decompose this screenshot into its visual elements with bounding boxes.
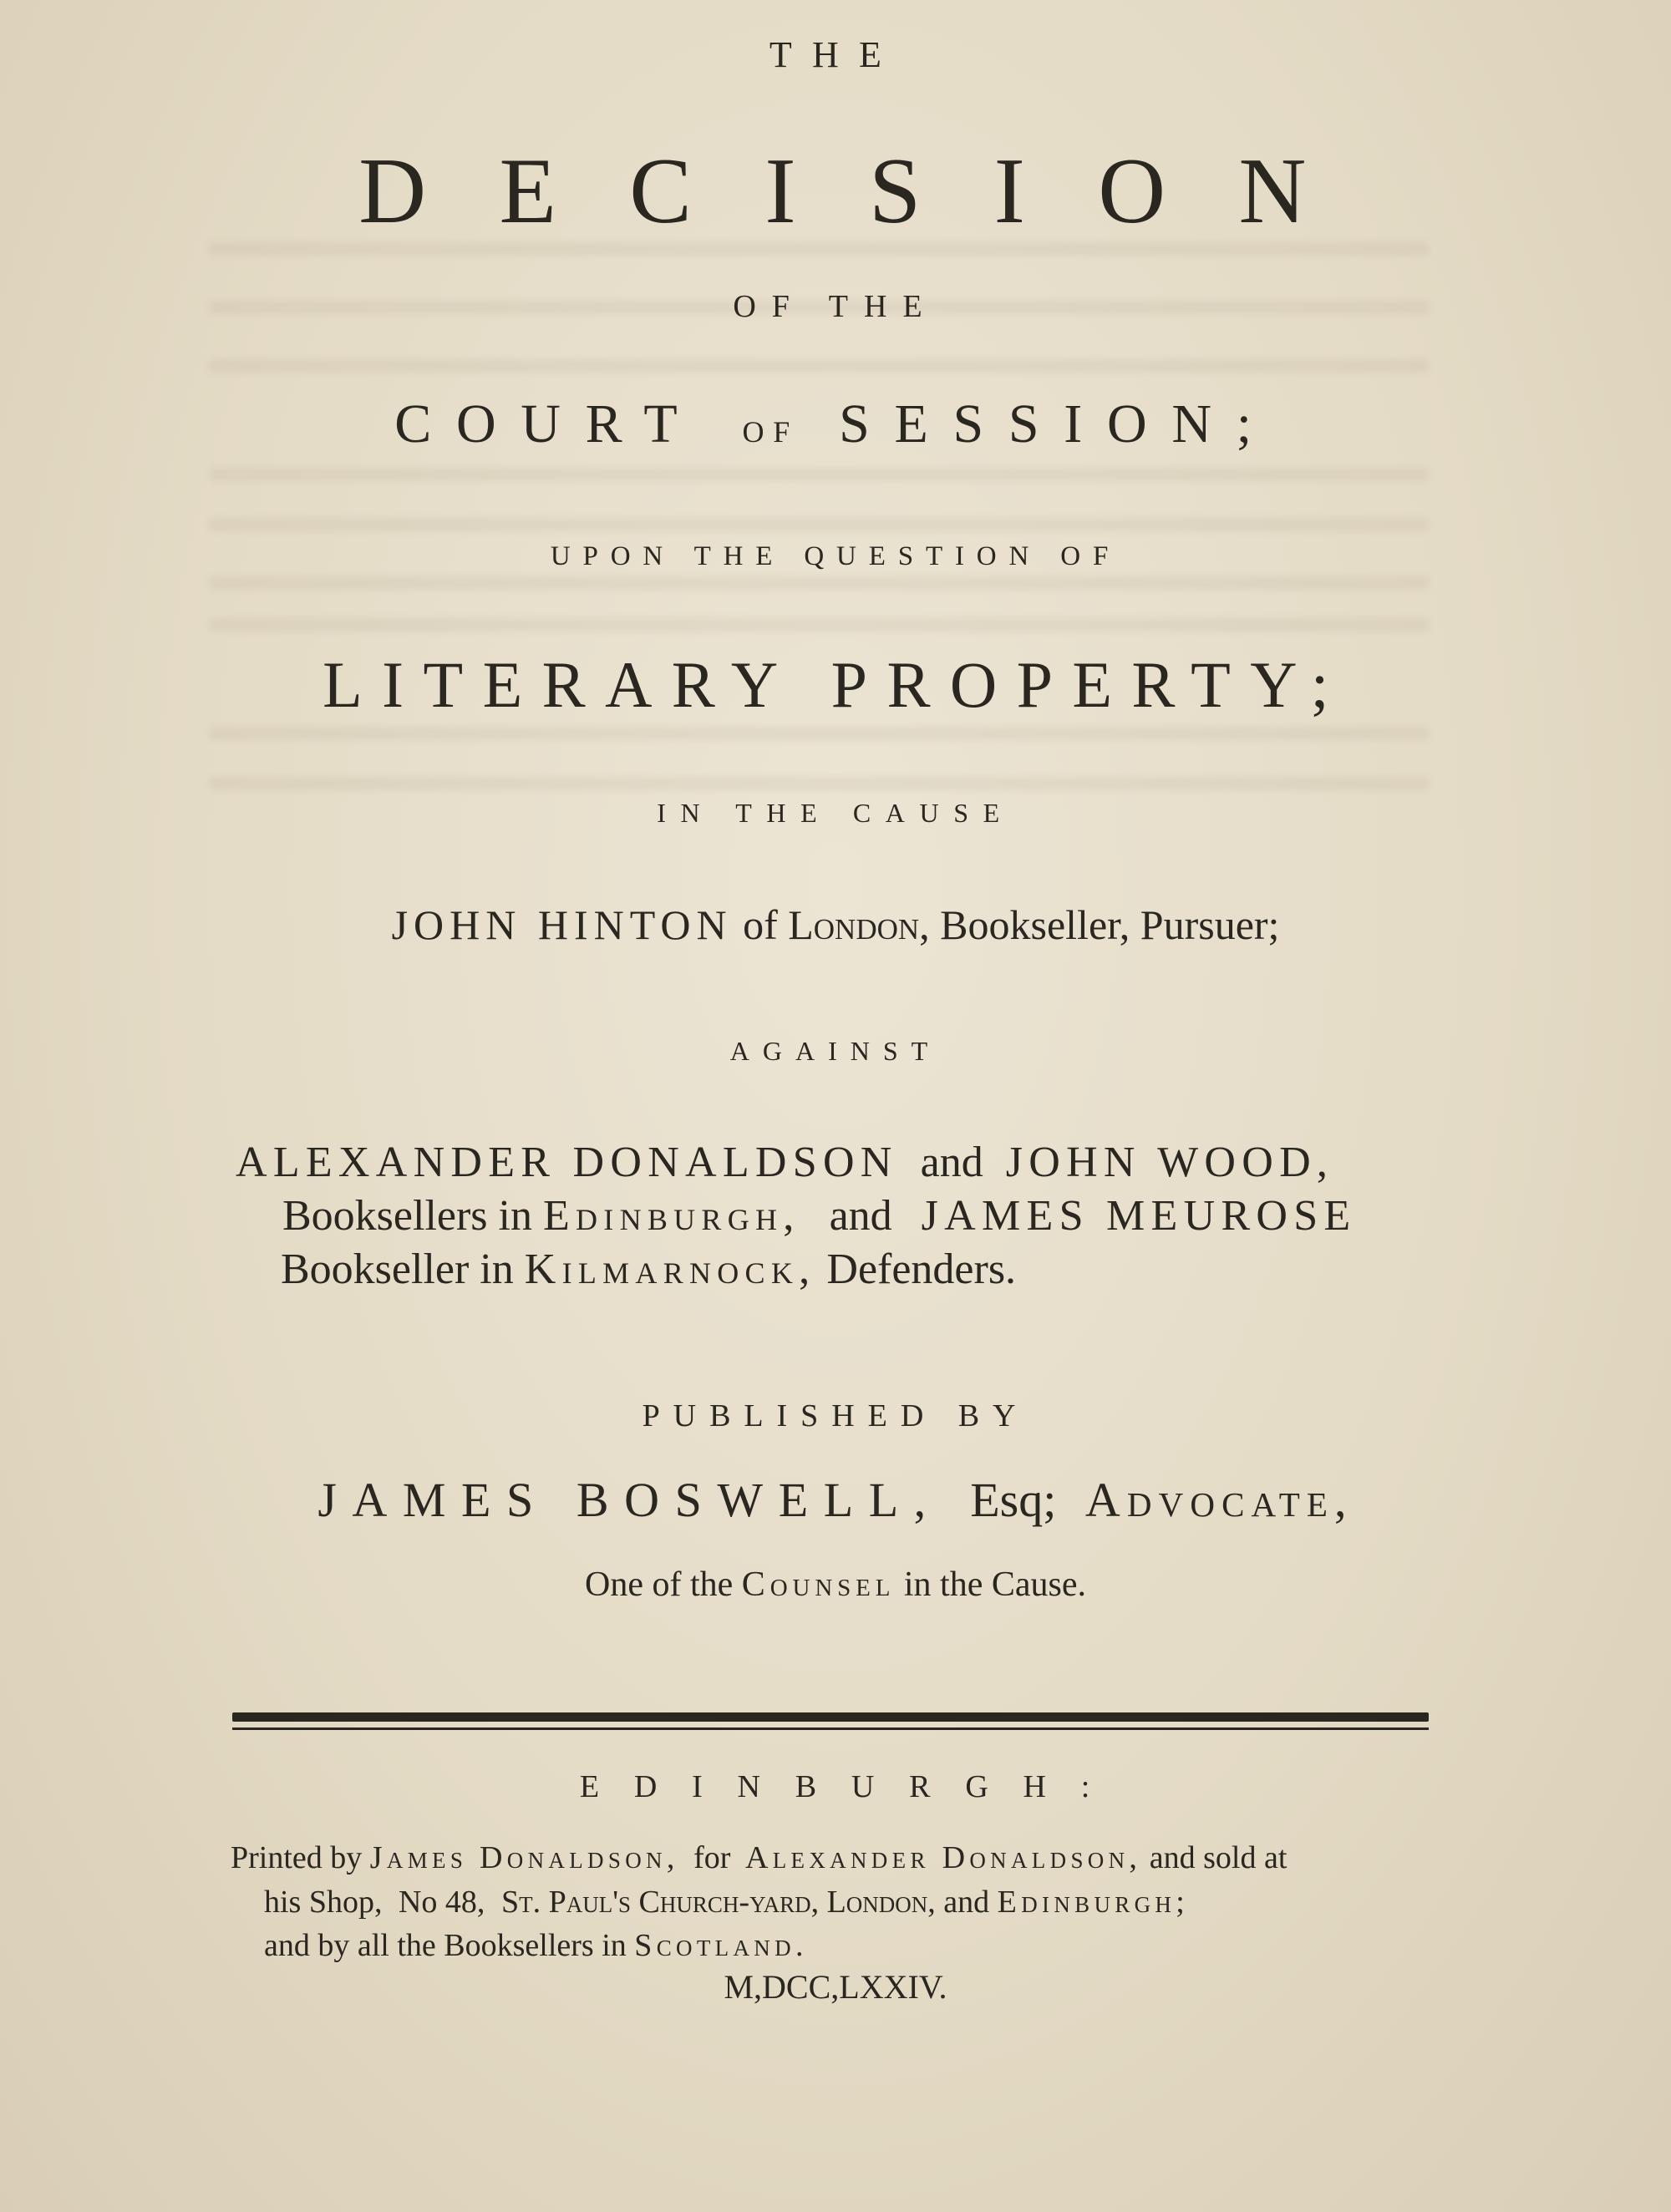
defender-and-2: and: [829, 1192, 892, 1240]
imprint-2b: No 48,: [398, 1885, 485, 1920]
pursuer-line: [0, 901, 1671, 949]
counsel-pre: One of the: [585, 1565, 734, 1604]
defender-trade-3: Bookseller in: [281, 1246, 514, 1293]
defenders-line-2: [282, 1191, 1356, 1240]
title-in-the-cause: IN THE CAUSE: [657, 798, 1014, 828]
counsel-word: Counsel: [741, 1565, 896, 1604]
imprint-2a: his Shop,: [264, 1885, 383, 1920]
title-court-of-session: [0, 393, 1671, 456]
defenders-line-3: [281, 1245, 1016, 1294]
imprint-date: M,DCC,LXXIV.: [724, 1968, 947, 2006]
defender-place-3: Kilmarnock,: [524, 1246, 816, 1293]
counsel-post: in the Cause.: [903, 1565, 1086, 1604]
title-of-the: OF THE: [733, 289, 938, 324]
double-rule-thick: [232, 1712, 1429, 1722]
defender-trade-2: Booksellers in: [282, 1192, 532, 1240]
double-rule-thin: [232, 1727, 1429, 1730]
imprint-2c: St. Paul's Church-yard, London,: [500, 1885, 936, 1920]
imprint-1e: and sold at: [1149, 1840, 1288, 1875]
show-through-6: [209, 576, 1429, 590]
title-the: THE: [769, 34, 902, 75]
defender-name-1: ALEXANDER DONALDSON: [236, 1139, 898, 1186]
imprint-line-1: [231, 1839, 1287, 1876]
show-through-7: [209, 618, 1429, 632]
defender-place-2: Edinburgh,: [542, 1192, 800, 1240]
show-through-9: [209, 777, 1429, 790]
imprint-2d: and: [943, 1885, 990, 1920]
imprint-1b: James Donaldson,: [369, 1840, 679, 1875]
show-through-5: [209, 518, 1429, 531]
imprint-line-2: [264, 1884, 1189, 1920]
author-line: [0, 1472, 1671, 1528]
counsel-line: [0, 1565, 1671, 1605]
title-session: SESSION;: [839, 393, 1277, 454]
imprint-line-3: [264, 1927, 808, 1964]
imprint-2e: Edinburgh;: [997, 1885, 1190, 1920]
imprint-1a: Printed by: [231, 1840, 363, 1875]
author-name: JAMES BOSWELL,: [317, 1473, 942, 1527]
defender-name-2: JOHN WOOD,: [1005, 1139, 1334, 1186]
pursuer-place: London,: [788, 901, 930, 948]
author-title: Advocate,: [1084, 1473, 1354, 1527]
imprint-3b: Scotland.: [634, 1928, 808, 1963]
imprint-1d: Alexander Donaldson,: [744, 1840, 1142, 1875]
pursuer-of: of: [743, 901, 778, 948]
show-through-8: [209, 727, 1429, 740]
published-by: PUBLISHED BY: [642, 1398, 1029, 1433]
show-through-4: [209, 468, 1429, 481]
defender-name-3: JAMES MEUROSE: [921, 1192, 1357, 1240]
title-literary-property: LITERARY PROPERTY;: [323, 648, 1348, 721]
imprint-1c: for: [693, 1840, 731, 1875]
author-esq: Esq;: [970, 1473, 1057, 1527]
show-through-3: [209, 359, 1429, 373]
imprint-3a: and by all the Booksellers in: [264, 1928, 627, 1963]
pursuer-rest: Bookseller, Pursuer;: [940, 901, 1280, 948]
title-against: AGAINST: [729, 1036, 942, 1066]
title-upon-question: UPON THE QUESTION OF: [550, 541, 1121, 571]
title-of: OF: [742, 415, 800, 449]
defender-and-1: and: [920, 1139, 983, 1186]
defender-rest-3: Defenders.: [826, 1246, 1017, 1293]
pursuer-name: JOHN HINTON: [391, 901, 733, 948]
defenders-line-1: [236, 1138, 1333, 1187]
title-decision: DECISION: [358, 140, 1379, 243]
title-court: COURT: [394, 393, 703, 454]
imprint-city: EDINBURGH:: [579, 1769, 1125, 1804]
